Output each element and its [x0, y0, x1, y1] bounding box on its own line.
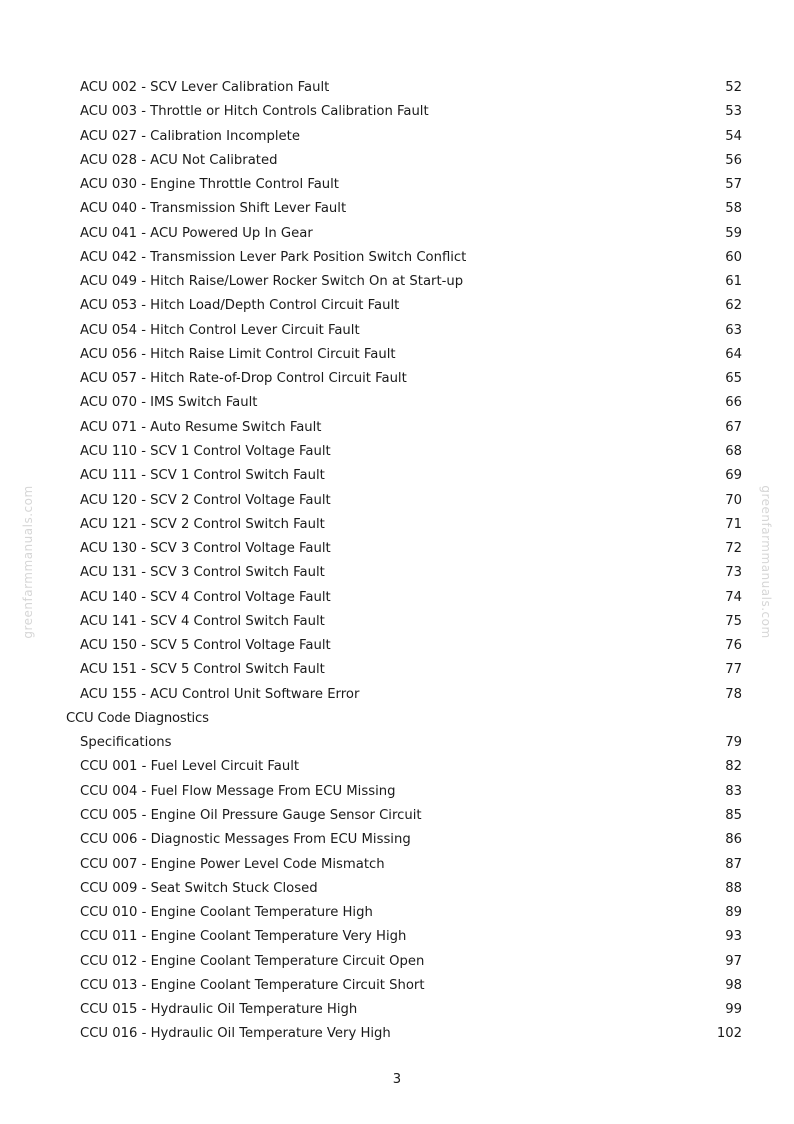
toc-entry[interactable]	[66, 853, 742, 877]
toc-entry[interactable]	[66, 149, 742, 173]
toc-entry-page-number: 85	[725, 807, 742, 823]
toc-entry-page-number: 99	[725, 1002, 742, 1018]
toc-entry[interactable]	[66, 367, 742, 391]
toc-entry-title: ACU 054 - Hitch Control Lever Circuit Fault	[80, 322, 360, 338]
toc-entry-title: ACU 028 - ACU Not Calibrated	[80, 152, 278, 168]
toc-entry[interactable]	[66, 440, 742, 464]
toc-entry-page-number: 76	[725, 638, 742, 654]
toc-entry-title: CCU 010 - Engine Coolant Temperature High	[80, 905, 373, 921]
toc-entry-title: ACU 002 - SCV Lever Calibration Fault	[80, 80, 330, 95]
toc-entry[interactable]	[66, 877, 742, 901]
toc-entry[interactable]	[66, 1022, 742, 1046]
toc-entry[interactable]	[66, 561, 742, 585]
toc-entry[interactable]	[66, 658, 742, 682]
toc-entry-page-number: 102	[716, 1026, 742, 1042]
toc-entry-title: ACU 150 - SCV 5 Control Voltage Fault	[80, 638, 331, 654]
toc-entry-page-number: 58	[725, 201, 742, 217]
toc-entry-page-number: 73	[725, 565, 742, 581]
toc-entry-title: ACU 130 - SCV 3 Control Voltage Fault	[80, 541, 331, 557]
toc-entry-title: ACU 003 - Throttle or Hitch Controls Calibration Fault	[80, 104, 429, 120]
watermark-right: greenfarmmanuals.com	[759, 485, 773, 639]
toc-entry-title: CCU 011 - Engine Coolant Temperature Very High	[80, 929, 407, 945]
toc-entry-page-number: 74	[725, 589, 742, 605]
toc-entry-title: ACU 049 - Hitch Raise/Lower Rocker Switch On at Start-up	[80, 274, 464, 290]
toc-entry-page-number: 57	[725, 177, 742, 193]
toc-entry-page-number: 60	[725, 249, 742, 265]
toc-entry-page-number: 70	[725, 492, 742, 508]
section-heading-title: CCU Code Diagnostics	[66, 710, 209, 726]
toc-entry[interactable]	[66, 513, 742, 537]
toc-entry-title: ACU 070 - IMS Switch Fault	[80, 395, 258, 411]
toc-entry-title: ACU 151 - SCV 5 Control Switch Fault	[80, 662, 325, 678]
toc-entry-page-number: 82	[725, 759, 742, 775]
toc-entry-page-number: 52	[725, 80, 742, 95]
toc-entry[interactable]	[66, 683, 742, 707]
toc-entry-title: CCU 013 - Engine Coolant Temperature Circuit Short	[80, 977, 425, 993]
toc-entry[interactable]	[66, 246, 742, 270]
toc-entry[interactable]	[66, 634, 742, 658]
toc-entry[interactable]	[66, 197, 742, 221]
toc-entry-title: ACU 041 - ACU Powered Up In Gear	[80, 225, 313, 241]
toc-entry[interactable]	[66, 76, 742, 100]
toc-entry-title: ACU 120 - SCV 2 Control Voltage Fault	[80, 492, 331, 508]
toc-entry-page-number: 75	[725, 613, 742, 629]
toc-entry-page-number: 59	[725, 225, 742, 241]
toc-entry-page-number: 86	[725, 832, 742, 848]
toc-entry[interactable]	[66, 222, 742, 246]
toc-entry-title: ACU 030 - Engine Throttle Control Fault	[80, 177, 339, 193]
toc-entry-title: ACU 140 - SCV 4 Control Voltage Fault	[80, 589, 331, 605]
toc-entry[interactable]	[66, 391, 742, 415]
toc-entry[interactable]	[66, 343, 742, 367]
toc-entry-title: ACU 056 - Hitch Raise Limit Control Circuit Fault	[80, 346, 396, 362]
toc-entry-page-number: 72	[725, 541, 742, 557]
toc-entry[interactable]	[66, 173, 742, 197]
toc-entry[interactable]	[66, 610, 742, 634]
toc-entry[interactable]	[66, 731, 742, 755]
table-of-contents	[66, 76, 742, 1047]
toc-entry-page-number: 61	[725, 274, 742, 290]
toc-entry[interactable]	[66, 125, 742, 149]
toc-entry-title: ACU 042 - Transmission Lever Park Position Switch Conflict	[80, 249, 467, 265]
toc-entry-page-number: 67	[725, 419, 742, 435]
toc-entry[interactable]	[66, 925, 742, 949]
toc-entry[interactable]	[66, 901, 742, 925]
toc-entry-page-number: 65	[725, 371, 742, 387]
toc-entry-title: ACU 110 - SCV 1 Control Voltage Fault	[80, 443, 331, 459]
toc-entry-title: ACU 155 - ACU Control Unit Software Error	[80, 686, 360, 702]
toc-entry-page-number: 56	[725, 152, 742, 168]
toc-entry-title: ACU 141 - SCV 4 Control Switch Fault	[80, 613, 325, 629]
toc-entry-title: ACU 040 - Transmission Shift Lever Fault	[80, 201, 347, 217]
toc-entry-page-number: 69	[725, 468, 742, 484]
toc-entry-title: CCU 001 - Fuel Level Circuit Fault	[80, 759, 300, 775]
toc-entry-page-number: 77	[725, 662, 742, 678]
toc-entry[interactable]	[66, 464, 742, 488]
toc-entry-page-number: 79	[725, 735, 742, 751]
toc-entry[interactable]	[66, 416, 742, 440]
page-number: 3	[392, 1072, 402, 1087]
toc-entry-title: CCU 004 - Fuel Flow Message From ECU Missing	[80, 783, 396, 799]
toc-entry-title: CCU 009 - Seat Switch Stuck Closed	[80, 880, 318, 896]
toc-entry-page-number: 66	[725, 395, 742, 411]
toc-entry[interactable]	[66, 294, 742, 318]
toc-entry-page-number: 62	[725, 298, 742, 314]
toc-entry-title: CCU 007 - Engine Power Level Code Mismatch	[80, 856, 385, 872]
toc-entry[interactable]	[66, 974, 742, 998]
toc-entry[interactable]	[66, 319, 742, 343]
toc-entry-title: ACU 111 - SCV 1 Control Switch Fault	[80, 468, 325, 484]
toc-entry[interactable]	[66, 537, 742, 561]
toc-entry-page-number: 64	[725, 346, 742, 362]
toc-entry-page-number: 63	[725, 322, 742, 338]
toc-entry-title: CCU 005 - Engine Oil Pressure Gauge Sensor Circuit	[80, 807, 422, 823]
toc-entry[interactable]	[66, 828, 742, 852]
toc-entry-page-number: 89	[725, 905, 742, 921]
toc-entry-page-number: 87	[725, 856, 742, 872]
toc-entry-page-number: 71	[725, 516, 742, 532]
toc-entry[interactable]	[66, 489, 742, 513]
toc-entry[interactable]	[66, 804, 742, 828]
toc-entry-title: ACU 027 - Calibration Incomplete	[80, 128, 300, 144]
toc-entry-title: ACU 071 - Auto Resume Switch Fault	[80, 419, 322, 435]
toc-entry-title: CCU 006 - Diagnostic Messages From ECU Missing	[80, 832, 411, 848]
toc-entry[interactable]	[66, 586, 742, 610]
toc-entry[interactable]	[66, 755, 742, 779]
toc-section-heading	[66, 707, 742, 731]
toc-entry-title: ACU 053 - Hitch Load/Depth Control Circuit Fault	[80, 298, 400, 314]
toc-entry-page-number: 93	[725, 929, 742, 945]
toc-entry-page-number: 54	[725, 128, 742, 144]
toc-entry-title: ACU 121 - SCV 2 Control Switch Fault	[80, 516, 325, 532]
toc-entry-page-number: 78	[725, 686, 742, 702]
toc-entry[interactable]	[66, 950, 742, 974]
toc-entry-title: CCU 016 - Hydraulic Oil Temperature Very High	[80, 1026, 391, 1042]
toc-entry-title: ACU 131 - SCV 3 Control Switch Fault	[80, 565, 325, 581]
toc-entry-title: CCU 015 - Hydraulic Oil Temperature High	[80, 1002, 358, 1018]
toc-entry-page-number: 53	[725, 104, 742, 120]
toc-entry-title: Specifications	[80, 735, 172, 751]
toc-entry[interactable]	[66, 100, 742, 124]
watermark-left: greenfarmmanuals.com	[21, 485, 35, 639]
toc-entry[interactable]	[66, 780, 742, 804]
toc-entry-page-number: 98	[725, 977, 742, 993]
toc-entry-title: ACU 057 - Hitch Rate-of-Drop Control Circuit Fault	[80, 371, 407, 387]
toc-entry[interactable]	[66, 270, 742, 294]
toc-entry-page-number: 88	[725, 880, 742, 896]
toc-entry-page-number: 97	[725, 953, 742, 969]
toc-entry-title: CCU 012 - Engine Coolant Temperature Circuit Open	[80, 953, 425, 969]
toc-entry-page-number: 68	[725, 443, 742, 459]
toc-entry-page-number: 83	[725, 783, 742, 799]
toc-entry[interactable]	[66, 998, 742, 1022]
